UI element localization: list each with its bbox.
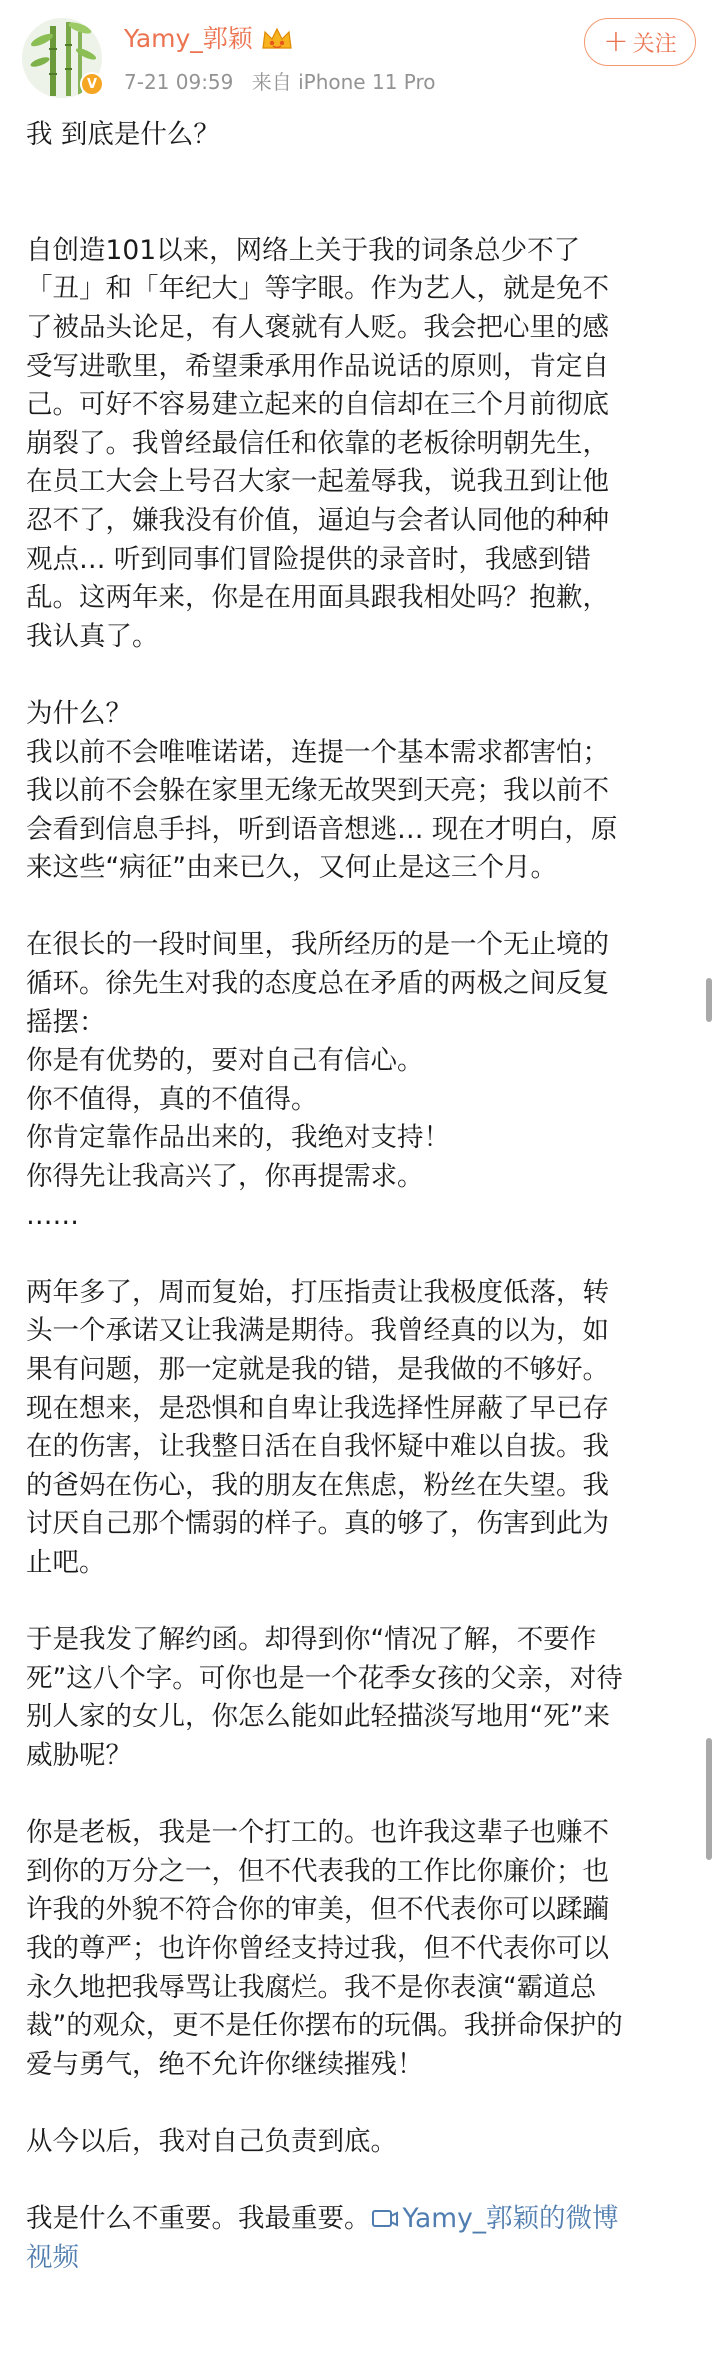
crown-icon: [261, 26, 293, 52]
body-line: 循环。徐先生对我的态度总在矛盾的两极之间反复: [26, 968, 609, 1000]
body-line: 乱。这两年来，你是在用面具跟我相处吗？抱歉，: [26, 582, 609, 614]
body-line: 会看到信息手抖，听到语音想逃… 现在才明白，原: [26, 813, 618, 845]
final-text: 我是什么不重要。我最重要。: [26, 2203, 371, 2235]
body-line: 摇摆：: [26, 1006, 106, 1038]
blank-line: [26, 2084, 690, 2123]
body-line: 许我的外貌不符合你的审美，但不代表你可以蹂躏: [26, 1894, 609, 1926]
post-timestamp: 7-21 09:59: [124, 70, 234, 94]
body-line: 在很长的一段时间里，我所经历的是一个无止境的: [26, 929, 609, 961]
body-line: 讨厌自己那个懦弱的样子。真的够了，伤害到此为: [26, 1508, 609, 1540]
blank-line: [26, 193, 690, 232]
blank-line: [26, 1235, 690, 1274]
blank-line: [26, 1776, 690, 1815]
body-line: 我认真了。: [26, 620, 159, 652]
body-line: 在员工大会上号召大家一起羞辱我，说我丑到让他: [26, 466, 609, 498]
body-line: 于是我发了解约函。却得到你“情况了解，不要作: [26, 1624, 597, 1656]
body-line: 受写进歌里，希望秉承用作品说话的原则，肯定自: [26, 350, 609, 382]
video-link-icon: [371, 2208, 399, 2230]
body-line: 永久地把我辱骂让我腐烂。我不是你表演“霸道总: [26, 1971, 597, 2003]
scrollbar-thumb[interactable]: [706, 1738, 712, 1860]
body-line: 你得先让我高兴了，你再提需求。: [26, 1161, 424, 1193]
blank-line: [26, 155, 690, 194]
body-line: 果有问题，那一定就是我的错，是我做的不够好。: [26, 1354, 609, 1385]
body-line: 头一个承诺又让我满是期待。我曾经真的以为，如: [26, 1315, 609, 1347]
body-line: 现在想来，是恐惧和自卑让我选择性屏蔽了早已存: [26, 1392, 609, 1424]
video-link[interactable]: [371, 2203, 619, 2234]
post-meta: [124, 68, 436, 96]
follow-label: 关注: [632, 31, 677, 57]
video-link-label-continued[interactable]: 视频: [26, 2241, 79, 2273]
body-line: 来这些“病征”由来已久，又何止是这三个月。: [26, 852, 557, 884]
post-body: [26, 116, 690, 2277]
body-line: 我以前不会躲在家里无缘无故哭到天亮；我以前不: [26, 775, 609, 807]
body-line: 止吧。: [26, 1546, 106, 1578]
post-source: 来自 iPhone 11 Pro: [251, 70, 436, 94]
body-line: 我的尊严；也许你曾经支持过我，但不代表你可以: [26, 1932, 609, 1964]
body-line: 死”这八个字。可你也是一个花季女孩的父亲，对待: [26, 1662, 623, 1694]
body-line: 威胁呢？: [26, 1739, 132, 1771]
blank-line: [26, 656, 690, 695]
scrollbar-thumb[interactable]: [706, 978, 712, 1022]
body-line: 忍不了，嫌我没有价值，逼迫与会者认同他的种种: [26, 504, 609, 536]
body-line: 爱与勇气，绝不允许你继续摧残！: [26, 2048, 424, 2080]
follow-button[interactable]: [584, 18, 696, 66]
body-line: 我 到底是什么？: [26, 119, 220, 150]
body-line: 到你的万分之一，但不代表我的工作比你廉价；也: [26, 1855, 609, 1887]
body-line: 你不值得，真的不值得。: [26, 1083, 318, 1115]
body-line: 你是有优势的，要对自己有信心。: [26, 1045, 424, 1077]
plus-icon: +: [603, 24, 629, 59]
body-line: 裁”的观众，更不是任你摆布的玩偶。我拼命保护的: [26, 2010, 623, 2042]
body-line-final: [26, 2200, 690, 2239]
username-link[interactable]: Yamy_郭颖: [124, 24, 253, 53]
body-line: 从今以后，我对自己负责到底。: [26, 2125, 397, 2157]
body-line: 的爸妈在伤心，我的朋友在焦虑，粉丝在失望。我: [26, 1469, 609, 1501]
body-line: 崩裂了。我曾经最信任和依靠的老板徐明朝先生，: [26, 427, 609, 459]
body-line: 两年多了，周而复始，打压指责让我极度低落，转: [26, 1276, 609, 1308]
body-line: ……: [26, 1199, 79, 1231]
body-line: 自创造101以来，网络上关于我的词条总少不了: [26, 234, 581, 266]
body-line: 你肯定靠作品出来的，我绝对支持！: [26, 1122, 450, 1154]
body-line: 我以前不会唯唯诺诺，连提一个基本需求都害怕；: [26, 736, 609, 768]
body-line: 了被品头论足，有人褒就有人贬。我会把心里的感: [26, 311, 609, 343]
body-line: 你是老板，我是一个打工的。也许我这辈子也赚不: [26, 1817, 609, 1849]
body-line: 在的伤害，让我整日活在自我怀疑中难以自拔。我: [26, 1431, 609, 1463]
body-line: 为什么？: [26, 697, 132, 729]
blank-line: [26, 888, 690, 927]
body-line: 别人家的女儿，你怎么能如此轻描淡写地用“死”来: [26, 1701, 610, 1733]
verified-badge-icon: V: [80, 72, 104, 96]
video-link-label[interactable]: Yamy_郭颖的微博: [402, 2203, 619, 2235]
blank-line: [26, 2161, 690, 2200]
blank-line: [26, 1583, 690, 1622]
post-header: [0, 0, 712, 110]
body-line: 己。可好不容易建立起来的自信却在三个月前彻底: [26, 389, 609, 421]
body-line: 「丑」和「年纪大」等字眼。作为艺人，就是免不: [26, 273, 609, 305]
username-row: [124, 22, 293, 56]
body-line: 观点… 听到同事们冒险提供的录音时，我感到错: [26, 543, 591, 575]
